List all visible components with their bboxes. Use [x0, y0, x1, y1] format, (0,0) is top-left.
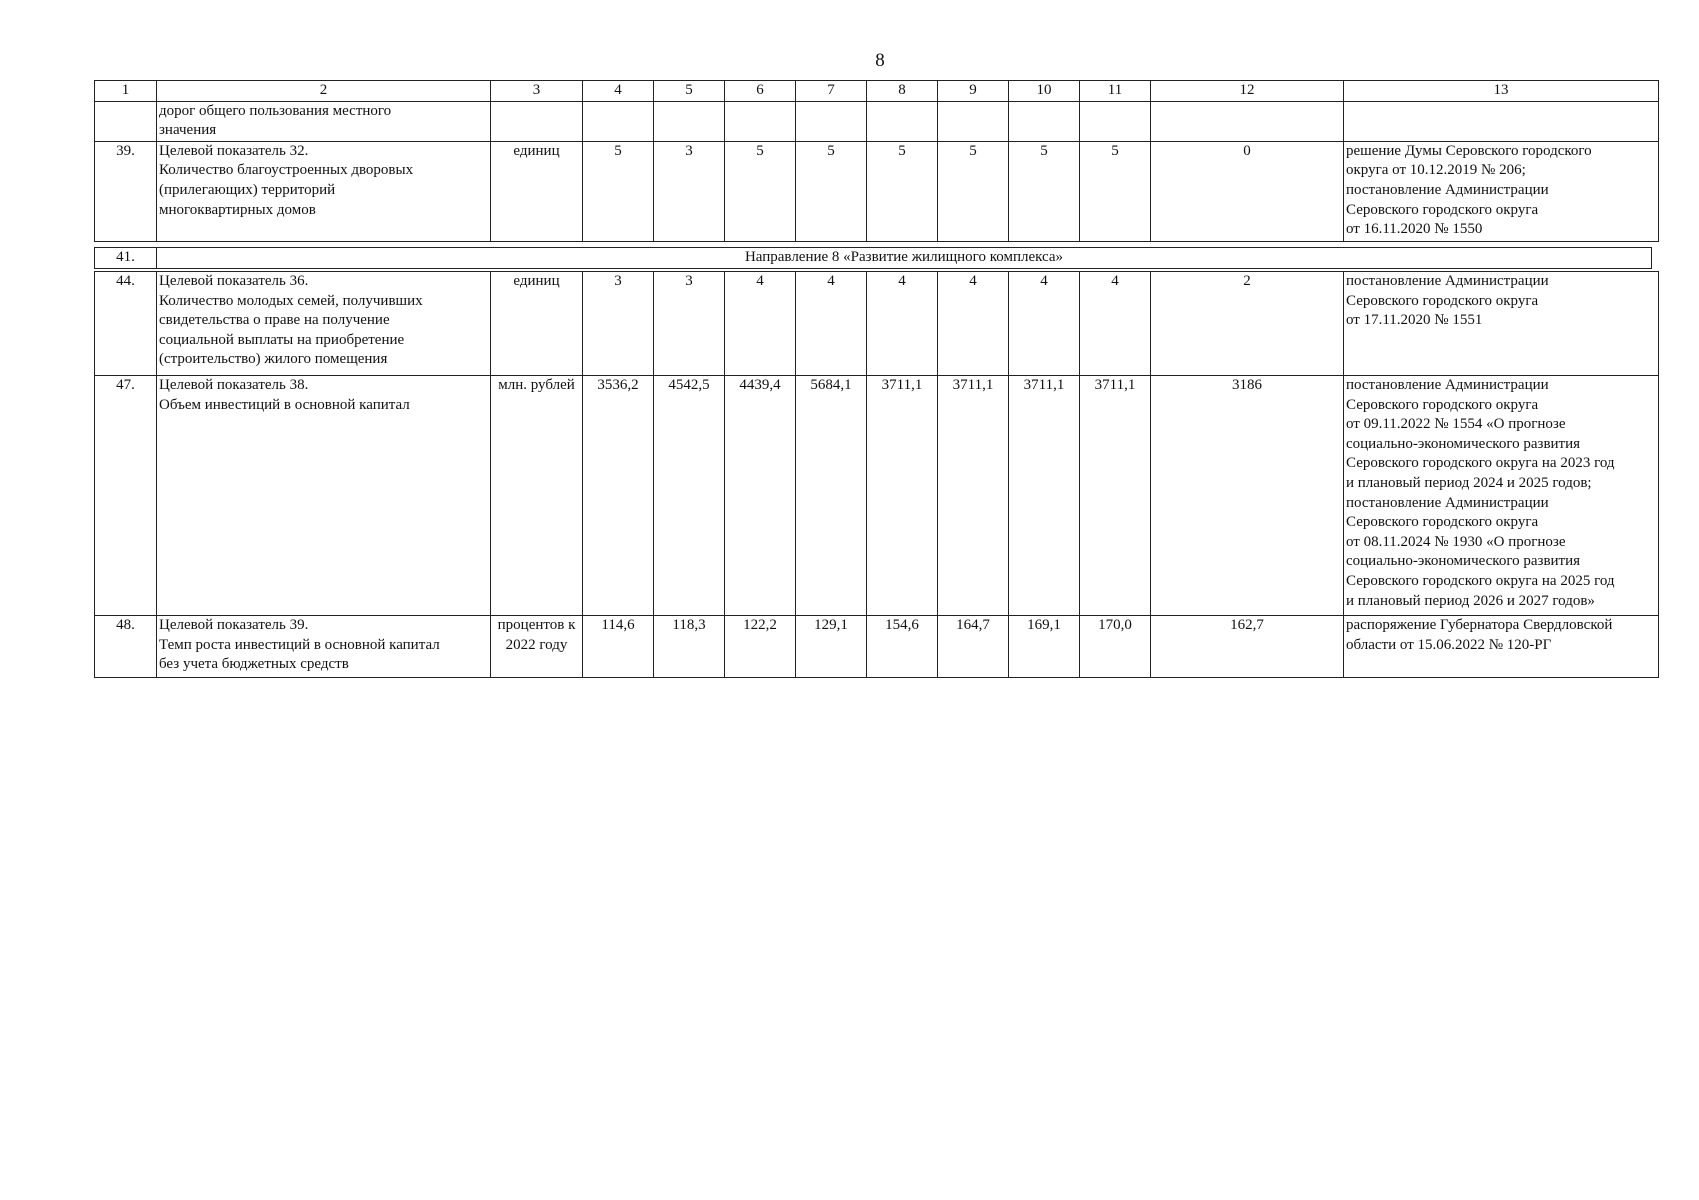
value-cell: 118,3	[654, 616, 725, 678]
value-cell: 3536,2	[583, 376, 654, 616]
indicator-name-cell	[157, 616, 491, 678]
text-line: без учета бюджетных средств	[159, 656, 349, 673]
value-cell	[867, 101, 938, 141]
text-line: (строительство) жилого помещения	[159, 351, 388, 368]
indicator-name-cell	[157, 272, 491, 376]
unit-cell: единиц	[491, 272, 583, 376]
text-line: Серовского городского округа	[1346, 514, 1539, 531]
value-cell: 5	[1080, 141, 1151, 241]
value-cell: 3	[654, 141, 725, 241]
section-row-41	[95, 248, 1652, 269]
column-header: 8	[867, 81, 938, 102]
base-value-cell: 3186	[1151, 376, 1344, 616]
base-value-cell: 0	[1151, 141, 1344, 241]
table-row-44	[95, 272, 1659, 376]
unit-cell: млн. рублей	[491, 376, 583, 616]
source-cell	[1344, 141, 1659, 241]
indicators-table-section	[94, 247, 1652, 269]
base-value-cell	[1151, 101, 1344, 141]
text-line: и плановый период 2024 и 2025 годов;	[1346, 474, 1592, 491]
row-number-cell: 44.	[95, 272, 157, 376]
table-row-continuation	[95, 101, 1659, 141]
text-line: округа от 10.12.2019 № 206;	[1346, 162, 1526, 179]
text-line: постановление Администрации	[1346, 181, 1549, 198]
value-cell: 164,7	[938, 616, 1009, 678]
text-line: и плановый период 2026 и 2027 годов»	[1346, 592, 1595, 609]
table-row-39	[95, 141, 1659, 241]
value-cell	[654, 101, 725, 141]
value-cell: 3	[583, 272, 654, 376]
text-line: Целевой показатель 32.	[159, 142, 309, 159]
column-header: 13	[1344, 81, 1659, 102]
text-line: области от 15.06.2022 № 120-РГ	[1346, 636, 1552, 653]
value-cell: 3711,1	[938, 376, 1009, 616]
text-line: Серовского городского округа	[1346, 292, 1539, 309]
text-line: Серовского городского округа	[1346, 396, 1539, 413]
text-line: постановление Администрации	[1346, 377, 1549, 393]
value-cell: 5684,1	[796, 376, 867, 616]
value-cell: 170,0	[1080, 616, 1151, 678]
value-cell: 3711,1	[867, 376, 938, 616]
column-header: 4	[583, 81, 654, 102]
text-line: социальной выплаты на приобретение	[159, 331, 405, 348]
indicator-name-cell	[157, 376, 491, 616]
value-cell: 129,1	[796, 616, 867, 678]
row-number-cell: 47.	[95, 376, 157, 616]
row-number-cell: 39.	[95, 141, 157, 241]
value-cell: 5	[938, 141, 1009, 241]
column-header: 12	[1151, 81, 1344, 102]
value-cell	[938, 101, 1009, 141]
column-number-header-row	[95, 81, 1659, 102]
value-cell: 4439,4	[725, 376, 796, 616]
page-number: 8	[875, 50, 885, 71]
text-line: постановление Администрации	[1346, 494, 1549, 511]
value-cell: 5	[867, 141, 938, 241]
text-line: 2022 году	[505, 636, 568, 653]
column-header: 5	[654, 81, 725, 102]
value-cell: 5	[725, 141, 796, 241]
column-header: 11	[1080, 81, 1151, 102]
value-cell: 4	[1009, 272, 1080, 376]
value-cell: 154,6	[867, 616, 938, 678]
source-cell	[1344, 272, 1659, 376]
value-cell: 3711,1	[1009, 376, 1080, 616]
value-cell: 122,2	[725, 616, 796, 678]
text-line: многоквартирных домов	[159, 201, 316, 218]
unit-cell: единиц	[491, 141, 583, 241]
text-line: дорог общего пользования местного	[159, 102, 392, 119]
value-cell: 3711,1	[1080, 376, 1151, 616]
text-line: процентов к	[497, 617, 576, 633]
indicator-name-cell	[157, 141, 491, 241]
text-line: Серовского городского округа на 2025 год	[1346, 572, 1615, 589]
column-header: 9	[938, 81, 1009, 102]
value-cell: 3	[654, 272, 725, 376]
table-row-48	[95, 616, 1659, 678]
column-header: 7	[796, 81, 867, 102]
column-header: 10	[1009, 81, 1080, 102]
text-line: Серовского городского округа на 2023 год	[1346, 455, 1615, 472]
value-cell	[725, 101, 796, 141]
value-cell	[583, 101, 654, 141]
column-header: 2	[157, 81, 491, 102]
text-line: от 09.11.2022 № 1554 «О прогнозе	[1346, 416, 1566, 433]
value-cell: 5	[796, 141, 867, 241]
source-cell	[1344, 101, 1659, 141]
value-cell: 4	[1080, 272, 1151, 376]
value-cell: 114,6	[583, 616, 654, 678]
text-line: Целевой показатель 38.	[159, 377, 309, 393]
text-line: Целевой показатель 36.	[159, 273, 309, 289]
text-line: свидетельства о праве на получение	[159, 312, 390, 329]
indicators-table-part-1	[94, 80, 1659, 242]
indicator-name-cell	[157, 101, 491, 141]
table-row-47	[95, 376, 1659, 616]
text-line: Целевой показатель 39.	[159, 617, 309, 633]
text-line: (прилегающих) территорий	[159, 181, 336, 198]
unit-cell	[491, 101, 583, 141]
section-title-cell: Направление 8 «Развитие жилищного комплекса»	[157, 248, 1652, 269]
column-header: 6	[725, 81, 796, 102]
value-cell: 5	[1009, 141, 1080, 241]
base-value-cell: 162,7	[1151, 616, 1344, 678]
row-number-cell	[95, 101, 157, 141]
text-line: Количество благоустроенных дворовых	[159, 162, 414, 179]
value-cell: 4	[725, 272, 796, 376]
value-cell: 4	[796, 272, 867, 376]
text-line: от 16.11.2020 № 1550	[1346, 221, 1483, 238]
value-cell	[1080, 101, 1151, 141]
value-cell	[796, 101, 867, 141]
source-cell	[1344, 376, 1659, 616]
text-line: постановление Администрации	[1346, 273, 1549, 289]
text-line: Темп роста инвестиций в основной капитал	[159, 636, 440, 653]
value-cell: 5	[583, 141, 654, 241]
row-number-cell: 48.	[95, 616, 157, 678]
text-line: от 08.11.2024 № 1930 «О прогнозе	[1346, 533, 1566, 550]
text-line: значения	[159, 122, 217, 139]
base-value-cell: 2	[1151, 272, 1344, 376]
value-cell: 4	[867, 272, 938, 376]
value-cell: 4	[938, 272, 1009, 376]
text-line: Количество молодых семей, получивших	[159, 292, 423, 309]
value-cell	[1009, 101, 1080, 141]
text-line: Объем инвестиций в основной капитал	[159, 396, 410, 413]
value-cell: 169,1	[1009, 616, 1080, 678]
text-line: от 17.11.2020 № 1551	[1346, 312, 1483, 329]
text-line: социально-экономического развития	[1346, 553, 1581, 570]
text-line: решение Думы Серовского городского	[1346, 142, 1592, 159]
column-header: 3	[491, 81, 583, 102]
indicators-table-part-2	[94, 271, 1659, 678]
source-cell	[1344, 616, 1659, 678]
unit-cell	[491, 616, 583, 678]
text-line: Серовского городского округа	[1346, 201, 1539, 218]
column-header: 1	[95, 81, 157, 102]
text-line: социально-экономического развития	[1346, 435, 1581, 452]
value-cell: 4542,5	[654, 376, 725, 616]
text-line: распоряжение Губернатора Свердловской	[1346, 617, 1613, 633]
row-number-cell: 41.	[95, 248, 157, 269]
